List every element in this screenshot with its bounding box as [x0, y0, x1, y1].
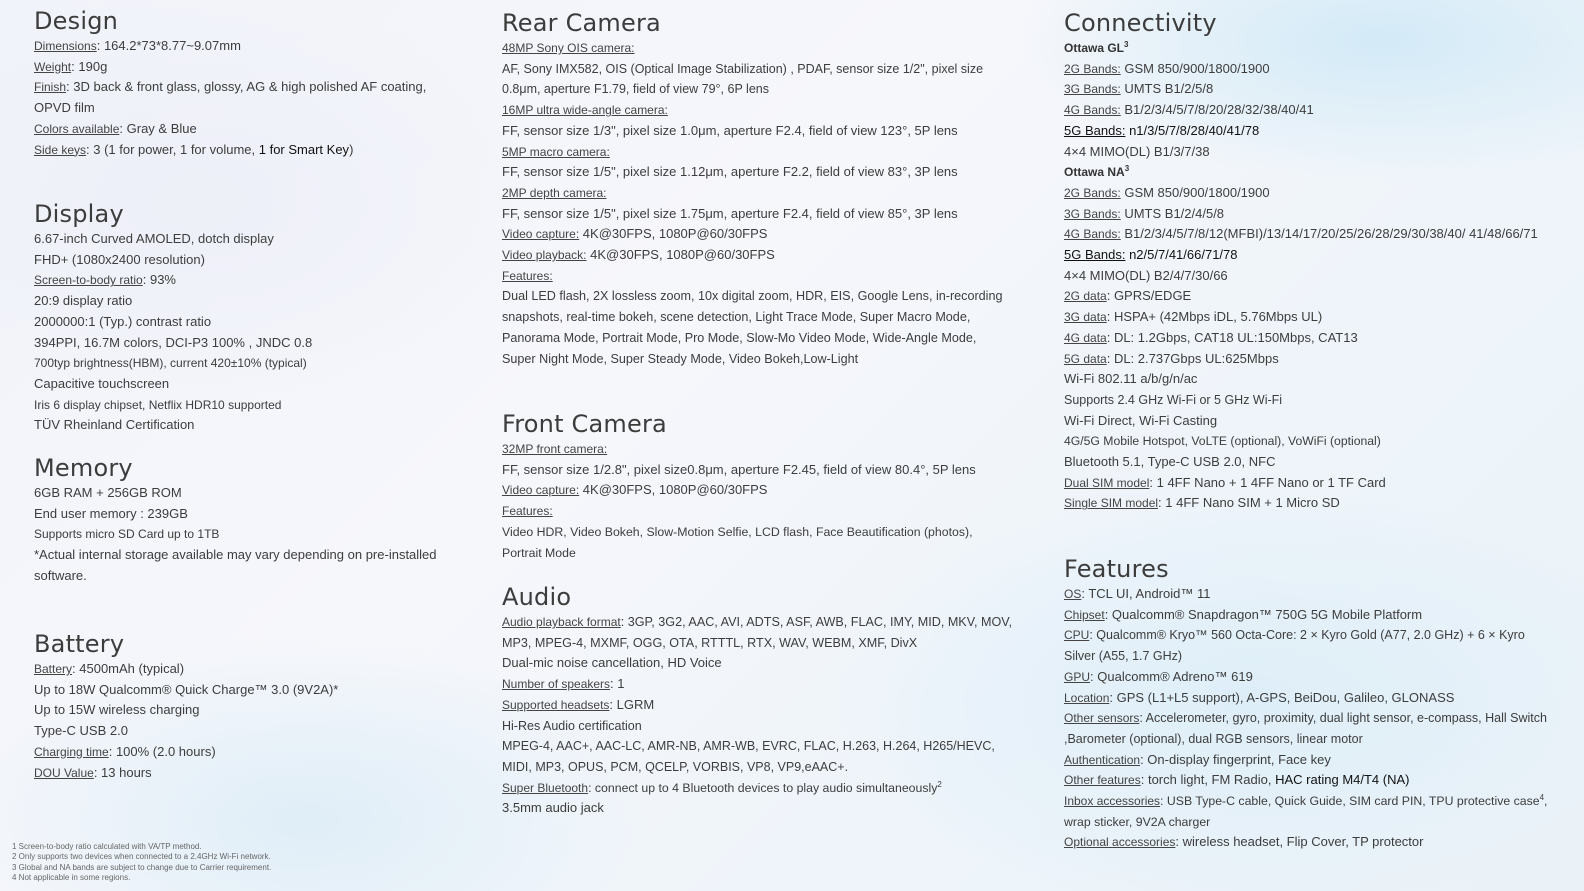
feature-sensors: Other sensors: Accelerometer, gyro, proximity, dual light sensor, e-compass, Hall Switch ,Barometer (optional), dual RGB sensors, linear motor [1064, 711, 1547, 746]
front-features-label: Features: [502, 504, 553, 519]
front-video-capture: Video capture: 4K@30FPS, 1080P@60/30FPS [502, 482, 768, 498]
footnotes [12, 842, 432, 883]
memory-line: End user memory : 239GB [34, 505, 188, 521]
gl-4g-bands: 4G Bands: B1/2/3/4/5/7/8/20/28/32/38/40/41 [1064, 102, 1314, 118]
feature-optional-accessories: Optional accessories: wireless headset, Flip Cover, TP protector [1064, 834, 1424, 850]
front-cam-label: 32MP front camera: [502, 442, 608, 456]
battery-section [34, 629, 454, 783]
wifi-line: Wi-Fi 802.11 a/b/g/n/ac [1064, 371, 1198, 387]
memory-title: Memory [34, 454, 133, 482]
battery-dou: DOU Value: 13 hours [34, 764, 152, 780]
single-sim: Single SIM model: 1 4FF Nano SIM + 1 Micro SD [1064, 495, 1340, 511]
battery-line: Up to 15W wireless charging [34, 702, 200, 718]
rear-features-label: Features: [502, 268, 553, 283]
rear-video-capture: Video capture: 4K@30FPS, 1080P@60/30FPS [502, 226, 768, 242]
battery-capacity: Battery: 4500mAh (typical) [34, 661, 185, 676]
display-screen-to-body: Screen-to-body ratio: 93% [34, 272, 176, 288]
display-title: Display [34, 200, 124, 228]
bluetooth-line: Bluetooth 5.1, Type-C USB 2.0, NFC [1064, 454, 1276, 470]
na-5g-bands: 5G Bands: n2/5/7/41/66/71/78 [1064, 247, 1238, 263]
audio-speakers: Number of speakers: 1 [502, 676, 625, 692]
front-camera-title: Front Camera [502, 410, 667, 438]
rear-cam2-label: 16MP ultra wide-angle camera: [502, 103, 668, 118]
audio-codecs: MPEG-4, AAC+, AAC-LC, AMR-NB, AMR-WB, EVRC, FLAC, H.263, H.264, H265/HEVC, MIDI, MP3, OPUS, PCM, QCELP, VORBIS, VP8, VP9,eAAC+. [502, 739, 995, 774]
data-5g: 5G data: DL: 2.737Gbps UL:625Mbps [1064, 350, 1279, 366]
display-line: 394PPI, 16.7M colors, DCI-P3 100% , JNDC 0.8 [34, 334, 313, 350]
rear-cam2-value: FF, sensor size 1/3", pixel size 1.0μm, aperture F2.4, field of view 123°, 5P lens [502, 122, 958, 138]
design-title: Design [34, 7, 119, 35]
data-3g: 3G data: HSPA+ (42Mbps iDL, 5.76Mbps UL) [1064, 309, 1323, 325]
data-4g: 4G data: DL: 1.2Gbps, CAT18 UL:150Mbps, CAT13 [1064, 329, 1358, 345]
feature-location: Location: GPS (L1+L5 support), A-GPS, BeiDou, Galileo, GLONASS [1064, 689, 1455, 705]
audio-super-bluetooth: Super Bluetooth: connect up to 4 Bluetooth devices to play audio simultaneously$^2$ [502, 779, 942, 795]
audio-format: Audio playback format: 3GP, 3G2, AAC, AVI, ADTS, ASF, AWB, FLAC, IMY, MID, MKV, MOV, MP3, MPEG-4, MXMF, OGG, OTA, RTTTL, RTX, WAV, WEBM, XMF, DivX [502, 615, 1012, 650]
wifi-line: Wi-Fi Direct, Wi-Fi Casting [1064, 412, 1218, 428]
front-camera-section [502, 409, 1012, 563]
rear-cam1-label: 48MP Sony OIS camera: [502, 41, 635, 55]
connectivity-section [1064, 8, 1558, 514]
rear-cam4-value: FF, sensor size 1/5", pixel size 1.75μm, aperture F2.4, field of view 85°, 3P lens [502, 205, 958, 221]
memory-line: Supports micro SD Card up to 1TB [34, 527, 220, 542]
audio-line: 3.5mm audio jack [502, 800, 604, 816]
gl-3g-bands: 3G Bands: UMTS B1/2/5/8 [1064, 81, 1214, 97]
feature-gpu: GPU: Qualcomm® Adreno™ 619 [1064, 668, 1253, 684]
ottawa-gl-title: Ottawa $GL^3$ [1064, 40, 1129, 55]
battery-line: Up to 18W Qualcomm® Quick Charge™ 3.0 (9V2A)* [34, 681, 339, 697]
design-side-keys: Side keys: 3 (1 for power, 1 for volume, 1 for Smart Key) [34, 141, 354, 157]
design-weight: Weight: 190g [34, 58, 108, 74]
feature-chipset: Chipset: Qualcomm® Snapdragon™ 750G 5G Mobile Platform [1064, 606, 1423, 622]
display-line: 700typ brightness(HBM), current 420±10% (typical) [34, 356, 307, 371]
battery-title: Battery [34, 630, 125, 658]
features-section [1064, 554, 1558, 853]
memory-line: *Actual internal storage available may vary depending on pre-installed software. [34, 547, 437, 583]
audio-line: Dual-mic noise cancellation, HD Voice [502, 655, 722, 671]
rear-cam1-value: AF, Sony IMX582, OIS (Optical Image Stabilization) , PDAF, sensor size 1/2", pixel size 0.8μm, aperture F1.79, field of view 79°, 6P lens [502, 61, 984, 97]
footnote: 3 Global and NA bands are subject to change due to Carrier requirement. [12, 862, 272, 872]
gl-mimo: 4×4 MIMO(DL) B1/3/7/38 [1064, 143, 1210, 159]
audio-headsets: Supported headsets: LGRM [502, 696, 655, 712]
audio-section [502, 582, 1012, 819]
front-features-value: Video HDR, Video Bokeh, Slow-Motion Selfie, LCD flash, Face Beautification (photos), Portrait Mode [502, 524, 973, 560]
footnote: 4 Not applicable in some regions. [12, 872, 131, 882]
rear-cam3-label: 5MP macro camera: [502, 144, 610, 159]
display-line: 2000000:1 (Typ.) contrast ratio [34, 313, 212, 329]
feature-inbox: Inbox accessories: USB Type-C cable, Quick Guide, SIM card PIN, TPU protective case$^4$, wrap sticker, 9V2A charger [1064, 792, 1548, 829]
front-cam-value: FF, sensor size 1/2.8", pixel size0.8μm, aperture F2.45, field of view 80.4°, 5P lens [502, 461, 976, 477]
na-mimo: 4×4 MIMO(DL) B2/4/7/30/66 [1064, 267, 1228, 283]
display-line: FHD+ (1080x2400 resolution) [34, 251, 205, 267]
feature-os: OS: TCL UI, Android™ 11 [1064, 586, 1211, 601]
wifi-line: Supports 2.4 GHz Wi-Fi or 5 GHz Wi-Fi [1064, 392, 1283, 407]
display-line: 6.67-inch Curved AMOLED, dotch display [34, 231, 274, 246]
gl-5g-bands: 5G Bands: n1/3/5/7/8/28/40/41/78 [1064, 122, 1260, 138]
rear-cam4-label: 2MP depth camera: [502, 185, 607, 200]
battery-charging-time: Charging time: 100% (2.0 hours) [34, 743, 216, 759]
dual-sim: Dual SIM model: 1 4FF Nano + 1 4FF Nano or 1 TF Card [1064, 474, 1386, 490]
design-finish: Finish: 3D back & front glass, glossy, AG & high polished AF coating, OPVD film [34, 79, 427, 116]
features-title: Features [1064, 555, 1169, 583]
rear-camera-title: Rear Camera [502, 9, 661, 37]
data-2g: 2G data: GPRS/EDGE [1064, 288, 1192, 304]
ottawa-na-title: Ottawa $NA^3$ [1064, 164, 1130, 180]
na-4g-bands: 4G Bands: B1/2/3/4/5/7/8/12(MFBI)/13/14/17/20/25/26/28/29/30/38/40/ 41/48/66/71 [1064, 226, 1538, 242]
memory-section [34, 453, 454, 587]
rear-video-playback: Video playback: 4K@30FPS, 1080P@60/30FPS [502, 247, 775, 263]
memory-line: 6GB RAM + 256GB ROM [34, 485, 182, 500]
audio-line: Hi-Res Audio certification [502, 718, 642, 733]
footnote: 1 Screen-to-body ratio calculated with VA/TP method. [12, 842, 202, 851]
gl-2g-bands: 2G Bands: GSM 850/900/1800/1900 [1064, 60, 1270, 76]
design-section [34, 6, 454, 160]
rear-features-value: Dual LED flash, 2X lossless zoom, 10x digital zoom, HDR, EIS, Google Lens, in-recording snapshots, real-time bokeh, scene detection, Light Trace Mode, Super Macro Mode, Panorama Mode, Portrait Mode, Pro Mode, Slow-Mo Video Mode, Wide-Angle Mode, Super Night Mode, Super Steady Mode, Video Bokeh,Low-Light [502, 289, 1003, 366]
hotspot-line: 4G/5G Mobile Hotspot, VoLTE (optional), VoWiFi (optional) [1064, 434, 1381, 449]
rear-camera-section [502, 8, 1012, 369]
feature-authentication: Authentication: On-display fingerprint, Face key [1064, 751, 1331, 767]
rear-cam3-value: FF, sensor size 1/5", pixel size 1.12μm, aperture F2.2, field of view 83°, 3P lens [502, 164, 958, 180]
footnote: 2 Only supports two devices when connected to a 2.4GHz Wi-Fi network. [12, 852, 271, 862]
connectivity-title: Connectivity [1064, 9, 1217, 37]
na-2g-bands: 2G Bands: GSM 850/900/1800/1900 [1064, 184, 1270, 200]
feature-other: Other features: torch light, FM Radio, HAC rating M4/T4 (NA) [1064, 772, 1410, 788]
na-3g-bands: 3G Bands: UMTS B1/2/4/5/8 [1064, 205, 1225, 221]
design-colors: Colors available: Gray & Blue [34, 120, 197, 136]
display-section [34, 199, 454, 436]
display-line: Iris 6 display chipset, Netflix HDR10 supported [34, 397, 282, 412]
design-dimensions: Dimensions: 164.2*73*8.77~9.07mm [34, 38, 241, 53]
display-line: 20:9 display ratio [34, 293, 133, 309]
feature-cpu: CPU: Qualcomm® Kryo™ 560 Octa-Core: 2 × Kyro Gold (A77, 2.0 GHz) + 6 × Kyro Silver (A55, 1.7 GHz) [1064, 628, 1525, 664]
battery-line: Type-C USB 2.0 [34, 723, 128, 739]
display-line: TÜV Rheinland Certification [34, 417, 195, 433]
audio-title: Audio [502, 583, 572, 611]
display-line: Capacitive touchscreen [34, 375, 170, 391]
